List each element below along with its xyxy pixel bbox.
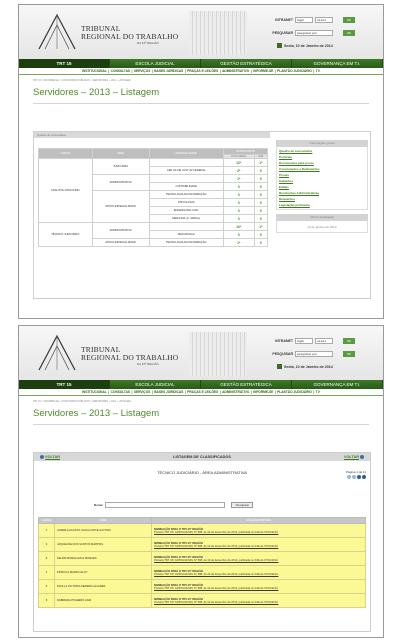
cell-situacao xyxy=(152,580,366,594)
cell-pne[interactable]: 0 xyxy=(254,175,267,183)
cell-situacao xyxy=(152,566,366,580)
link-portarias[interactable]: Portarias xyxy=(279,155,293,159)
subnav-informe-se[interactable]: INFORME-SE xyxy=(253,69,274,73)
table-row xyxy=(39,552,366,566)
cell-geral[interactable]: 0 xyxy=(223,215,254,223)
cell-esp xyxy=(149,159,223,167)
cell-geral[interactable]: 0 xyxy=(223,191,254,199)
subnav-pracas-leiloes[interactable]: PRAÇAS E LEILÕES xyxy=(187,390,219,394)
page-info: Página 1 de 11 xyxy=(346,470,366,474)
cell-esp: TECNOLOGIA DA INFORMAÇÃO xyxy=(149,239,223,247)
subnav-separator: | xyxy=(151,390,153,394)
subnav-separator: | xyxy=(313,69,315,73)
subnav-separator: | xyxy=(184,69,186,73)
col-lista-geral: LISTA GERAL xyxy=(223,155,254,159)
building-image xyxy=(189,11,247,55)
pagination xyxy=(346,470,366,479)
intranet-label: INTRANET xyxy=(275,18,293,22)
subnav-separator: | xyxy=(131,390,133,394)
cell-nome: DABRIENA PINHEIRO LIMA xyxy=(55,594,152,608)
situacao-text: NOMEAÇÃO PARA O TRT-15ª REGIÃO xyxy=(154,597,204,601)
subnav-separator: | xyxy=(108,390,110,394)
intranet-login-field[interactable]: login xyxy=(295,17,313,23)
subnav-separator: | xyxy=(131,69,133,73)
portaria-link[interactable]: Portaria TRT 15ª GP/DGGS/SPe Nº 588, de 19 de dezembro de 2013, publicada no DJE de 07/01/2014. xyxy=(154,586,279,590)
sidebar-links xyxy=(276,147,368,210)
info-sidebar xyxy=(276,140,368,233)
court-name[interactable] xyxy=(81,25,178,41)
cell-area: ADMINISTRATIVA xyxy=(92,175,149,191)
cargo-title: TÉCNICO JUDICIÁRIO - ÁREA ADMINISTRATIVA xyxy=(157,470,247,475)
quadro-panel xyxy=(33,131,371,299)
cell-cargo: ANALISTA JUDICIÁRIO xyxy=(39,159,93,223)
situacao-text: NOMEAÇÃO PARA O TRT-15ª REGIÃO xyxy=(154,569,204,573)
cell-nome: JAQUELINE DOS SANTOS MARTINS xyxy=(55,538,152,552)
pesquisar-button[interactable]: Pesquisar xyxy=(231,502,253,508)
update-date: 10 de janeiro de 2014 xyxy=(276,221,368,233)
cell-pne[interactable]: 0 xyxy=(254,199,267,207)
cell-pne[interactable]: 0 xyxy=(254,231,267,239)
subnav-bases-juridicas[interactable]: BASES JURÍDICAS xyxy=(154,390,184,394)
link-gabaritos[interactable]: Gabaritos xyxy=(279,179,294,183)
table-row xyxy=(39,580,366,594)
col-nome: NOME xyxy=(55,518,152,524)
cell-situacao xyxy=(152,524,366,538)
intranet-ok-button[interactable]: OK xyxy=(343,338,355,344)
subnav-informe-se[interactable]: INFORME-SE xyxy=(253,390,274,394)
main-nav xyxy=(19,380,383,389)
situacao-text: NOMEAÇÃO PARA O TRT-15ª REGIÃO xyxy=(154,583,204,587)
col-especialidade: ESPECIALIDADE xyxy=(149,149,223,159)
title-divider xyxy=(33,424,369,425)
last-page-icon[interactable] xyxy=(362,475,366,479)
cell-nome: FELIPE MORALLES E MORAES xyxy=(55,552,152,566)
subnav-separator: | xyxy=(274,390,276,394)
subnav-separator: | xyxy=(108,69,110,73)
subnav-consultas[interactable]: CONSULTAS xyxy=(110,69,131,73)
search-label: PESQUISAR xyxy=(272,31,293,35)
intranet-ok-button[interactable]: OK xyxy=(343,17,355,23)
cell-geral[interactable]: 10ª xyxy=(223,223,254,231)
cell-geral[interactable]: 2ª xyxy=(223,167,254,175)
cell-esp: CONTABILIDADE xyxy=(149,183,223,191)
situacao-text: NOMEAÇÃO PARA O TRT-15ª REGIÃO xyxy=(154,527,204,531)
search-label: PESQUISAR xyxy=(272,352,293,356)
voltar-right-link[interactable] xyxy=(344,455,365,459)
intranet-bar xyxy=(275,338,333,344)
cell-classif: 6 xyxy=(39,594,55,608)
subnav-plantao[interactable]: PLANTÃO JUDICIÁRIO xyxy=(277,390,312,394)
court-logo-icon xyxy=(35,332,79,372)
cell-pne[interactable]: 0 xyxy=(254,239,267,247)
col-pne: PNE xyxy=(254,155,267,159)
link-quadro-convocados[interactable]: Quadro de convocados xyxy=(279,149,313,153)
update-header: Última atualização xyxy=(276,214,368,221)
building-image xyxy=(189,332,247,376)
subnav-administrativo[interactable]: ADMINISTRATIVO xyxy=(222,69,250,73)
cell-esp: ENGENHARIA CIVIL xyxy=(149,207,223,215)
page-title: Servidores – 2013 – Listagem xyxy=(33,408,160,419)
subnav-separator: | xyxy=(219,390,221,394)
subnav-separator: | xyxy=(250,69,252,73)
nav-escola-judicial[interactable]: ESCOLA JUDICIAL xyxy=(110,59,201,68)
breadcrumb[interactable]: TRT 15 > INFORME-SE > CONCURSOS PÚBLICOS > SERVIDORES – 2013 – LISTAGEM xyxy=(33,400,131,403)
cell-classif: 2 xyxy=(39,538,55,552)
title-divider xyxy=(33,103,369,104)
search-ok-button[interactable]: OK xyxy=(343,351,355,357)
nav-governanca-ti[interactable]: GOVERNANÇA EM T.I. xyxy=(292,59,383,68)
back-arrow-icon xyxy=(40,455,44,459)
page-title: Servidores – 2013 – Listagem xyxy=(33,87,160,98)
voltar-right-label: VOLTAR xyxy=(343,455,359,459)
col-classif: CLASSIF. xyxy=(39,518,55,524)
cell-geral[interactable]: 0 xyxy=(223,207,254,215)
cell-esp: MEDICINA (C. GERAL) xyxy=(149,215,223,223)
court-subtitle: DA 15ª REGIÃO xyxy=(137,41,159,45)
listagem-bar xyxy=(34,453,370,461)
cell-situacao xyxy=(152,594,366,608)
subnav-separator: | xyxy=(250,390,252,394)
search-bar xyxy=(272,30,333,36)
cell-classif: 1 xyxy=(39,524,55,538)
intranet-login-field[interactable]: login xyxy=(295,338,313,344)
date-display xyxy=(277,43,333,48)
subnav-tv[interactable]: TV xyxy=(315,390,320,394)
name-search-input[interactable] xyxy=(105,502,225,508)
cell-nome: PRISCILA MARKO ELOY xyxy=(55,566,152,580)
listagem-title: LISTAGEM DE CLASSIFICADOS xyxy=(173,455,231,459)
calendar-icon xyxy=(277,43,282,48)
cell-esp: SEGURANÇA xyxy=(149,231,223,239)
court-name-line-1: TRIBUNAL xyxy=(81,24,121,33)
court-subtitle: DA 15ª REGIÃO xyxy=(137,362,159,366)
cell-geral[interactable]: 1ª xyxy=(223,175,254,183)
col-situacao: SITUAÇÃO/PORTARIA xyxy=(152,518,366,524)
cell-pne[interactable]: 0 xyxy=(254,215,267,223)
subnav-institucional[interactable]: INSTITUCIONAL xyxy=(82,69,107,73)
court-name-line-2: REGIONAL DO TRABALHO xyxy=(81,32,179,41)
portaria-link[interactable]: Portaria TRT 15ª GP/DGGS/SPe Nº 588, de 19 de dezembro de 2013, publicada no DJE de 07/01/2014. xyxy=(154,572,279,576)
cell-esp: PSICOLOGIA xyxy=(149,199,223,207)
portaria-link[interactable]: Portaria TRT 15ª GP/DGGS/SPe Nº 588, de 19 de dezembro de 2013, publicada no DJE de 07/01/2014. xyxy=(154,558,279,562)
portaria-link[interactable]: Portaria TRT 15ª GP/DGGS/SPe Nº 588, de 19 de dezembro de 2013, publicada no DJE de 07/01/2014. xyxy=(154,544,279,548)
nav-governanca-ti[interactable]: GOVERNANÇA EM T.I. xyxy=(292,380,383,389)
cell-geral[interactable]: 0 xyxy=(223,183,254,191)
court-name-line-2: REGIONAL DO TRABALHO xyxy=(81,353,179,362)
subnav-servicos[interactable]: SERVIÇOS xyxy=(133,390,151,394)
cell-pne[interactable]: 0 xyxy=(254,167,267,175)
nav-trt15[interactable]: TRT 15 xyxy=(19,59,110,68)
sub-nav xyxy=(19,389,383,396)
main-nav xyxy=(19,59,383,68)
back-arrow-icon xyxy=(360,455,364,459)
breadcrumb[interactable]: TRT 15 > INFORME-SE > CONCURSOS PÚBLICOS > SERVIDORES – 2013 – LISTAGEM xyxy=(33,79,131,82)
cell-classif: 4 xyxy=(39,566,55,580)
cell-geral[interactable]: 1ª xyxy=(223,239,254,247)
cell-situacao xyxy=(152,538,366,552)
cell-esp: TECNOLOGIA DA INFORMAÇÃO xyxy=(149,191,223,199)
pagination-controls xyxy=(346,475,366,479)
intranet-password-field[interactable]: ●●●●● xyxy=(315,17,333,23)
cell-esp: CEP OF DE JUST AV FEDERAL xyxy=(149,167,223,175)
link-despachos[interactable]: Despachos xyxy=(279,197,296,201)
table-row xyxy=(39,159,268,167)
situacao-text: NOMEAÇÃO PARA O TRT-15ª REGIÃO xyxy=(154,555,204,559)
subnav-plantao[interactable]: PLANTÃO JUDICIÁRIO xyxy=(277,69,312,73)
table-row xyxy=(39,524,366,538)
cell-classif: 3 xyxy=(39,552,55,566)
cell-situacao xyxy=(152,552,366,566)
subnav-tv[interactable]: TV xyxy=(315,69,320,73)
court-logo-icon xyxy=(35,11,79,51)
search-input[interactable]: pesquisar por xyxy=(295,30,333,36)
cell-pne[interactable]: 0 xyxy=(254,191,267,199)
site-header xyxy=(19,5,383,59)
cell-pne[interactable]: 1ª xyxy=(254,223,267,231)
subnav-separator: | xyxy=(151,69,153,73)
search-bar xyxy=(272,351,333,357)
intranet-label: INTRANET xyxy=(275,339,293,343)
col-area: ÁREA xyxy=(92,149,149,159)
situacao-text: NOMEAÇÃO PARA O TRT-15ª REGIÃO xyxy=(154,541,204,545)
subnav-separator: | xyxy=(274,69,276,73)
nav-gestao-estrategica[interactable]: GESTÃO ESTRATÉGICA xyxy=(201,380,292,389)
cell-pne[interactable]: 0 xyxy=(254,183,267,191)
classificados-table xyxy=(38,517,366,608)
cell-geral[interactable]: 0 xyxy=(223,231,254,239)
portaria-link[interactable]: Portaria TRT 15ª GP/DGGS/SPe Nº 588, de 19 de dezembro de 2013, publicada no DJE de 07/01/2014. xyxy=(154,530,279,534)
date-display xyxy=(277,364,333,369)
portaria-link[interactable]: Portaria TRT 15ª GP/DGGS/SPe Nº 588, de 19 de dezembro de 2013, publicada no DJE de 07/01/2014. xyxy=(154,600,279,604)
page-screenshot-2 xyxy=(18,325,384,638)
subnav-separator: | xyxy=(219,69,221,73)
intranet-bar xyxy=(275,17,333,23)
cell-pne[interactable]: 1ª xyxy=(254,159,267,167)
cell-esp xyxy=(149,175,223,183)
subnav-separator: | xyxy=(313,390,315,394)
subnav-institucional[interactable]: INSTITUCIONAL xyxy=(82,390,107,394)
link-editais[interactable]: Editais xyxy=(279,185,289,189)
sub-nav xyxy=(19,68,383,75)
site-header xyxy=(19,326,383,380)
voltar-left-label: VOLTAR xyxy=(45,455,61,459)
table-row xyxy=(39,566,366,580)
subnav-consultas[interactable]: CONSULTAS xyxy=(110,390,131,394)
cell-geral[interactable]: 12ª xyxy=(223,159,254,167)
court-name[interactable] xyxy=(81,346,178,362)
nav-escola-judicial[interactable]: ESCOLA JUDICIAL xyxy=(110,380,201,389)
date-text: Sexta, 10 de Janeiro de 2014 xyxy=(284,364,333,369)
col-cargo: CARGO xyxy=(39,149,93,159)
cell-cargo: TÉCNICO JUDICIÁRIO xyxy=(39,223,93,247)
name-label: Nome: xyxy=(94,503,104,507)
nav-gestao-estrategica[interactable]: GESTÃO ESTRATÉGICA xyxy=(201,59,292,68)
quadro-header: Quadro de convocados xyxy=(34,132,270,138)
cell-classif: 5 xyxy=(39,580,55,594)
cell-esp xyxy=(149,223,223,231)
table-row xyxy=(39,538,366,552)
link-legislacao[interactable]: Legislação pertinente xyxy=(279,203,310,207)
subnav-pracas-leiloes[interactable]: PRAÇAS E LEILÕES xyxy=(187,69,219,73)
table-row xyxy=(39,223,268,231)
subnav-bases-juridicas[interactable]: BASES JURÍDICAS xyxy=(154,69,184,73)
prev-page-icon[interactable] xyxy=(352,475,356,479)
intranet-password-field[interactable]: ●●●●● xyxy=(315,338,333,344)
cell-nome: ANDRE AUGUSTO CAVALCANTE GAYOSO xyxy=(55,524,152,538)
search-input[interactable]: pesquisar por xyxy=(295,351,333,357)
nav-trt15[interactable]: TRT 15 xyxy=(19,380,110,389)
table-row xyxy=(39,594,366,608)
quadro-table xyxy=(38,148,268,247)
subnav-separator: | xyxy=(184,390,186,394)
cell-area: APOIO ESPECIALIZADO xyxy=(92,239,149,247)
cell-area: JUDICIÁRIA xyxy=(92,159,149,175)
sidebar-header: Informações gerais xyxy=(276,140,368,147)
next-page-icon[interactable] xyxy=(357,475,361,479)
col-convocados: CONVOCADOS xyxy=(223,149,267,155)
voltar-left-link[interactable] xyxy=(39,455,60,459)
link-documentos-posse[interactable]: Documentos para posse xyxy=(279,161,314,165)
cell-pne[interactable]: 0 xyxy=(254,207,267,215)
subnav-administrativo[interactable]: ADMINISTRATIVO xyxy=(222,390,250,394)
calendar-icon xyxy=(277,364,282,369)
court-name-line-1: TRIBUNAL xyxy=(81,345,121,354)
link-convocacoes[interactable]: Convocações e Declarações xyxy=(279,167,320,171)
first-page-icon[interactable] xyxy=(347,475,351,479)
cell-nome: PAOLLA VICTORIA PEREIRA ALVARES xyxy=(55,580,152,594)
date-text: Sexta, 10 de Janeiro de 2014 xyxy=(284,43,333,48)
search-ok-button[interactable]: OK xyxy=(343,30,355,36)
link-provas[interactable]: Provas xyxy=(279,173,290,177)
cell-area: ADMINISTRATIVA xyxy=(92,223,149,239)
cell-geral[interactable]: 0 xyxy=(223,199,254,207)
listagem-panel xyxy=(33,452,371,632)
page-screenshot-1 xyxy=(18,4,384,319)
link-resolucoes[interactable]: Resoluções Administrativas xyxy=(279,191,320,195)
name-search xyxy=(94,502,253,508)
subnav-servicos[interactable]: SERVIÇOS xyxy=(133,69,151,73)
cell-area: APOIO ESPECIALIZADO xyxy=(92,191,149,223)
